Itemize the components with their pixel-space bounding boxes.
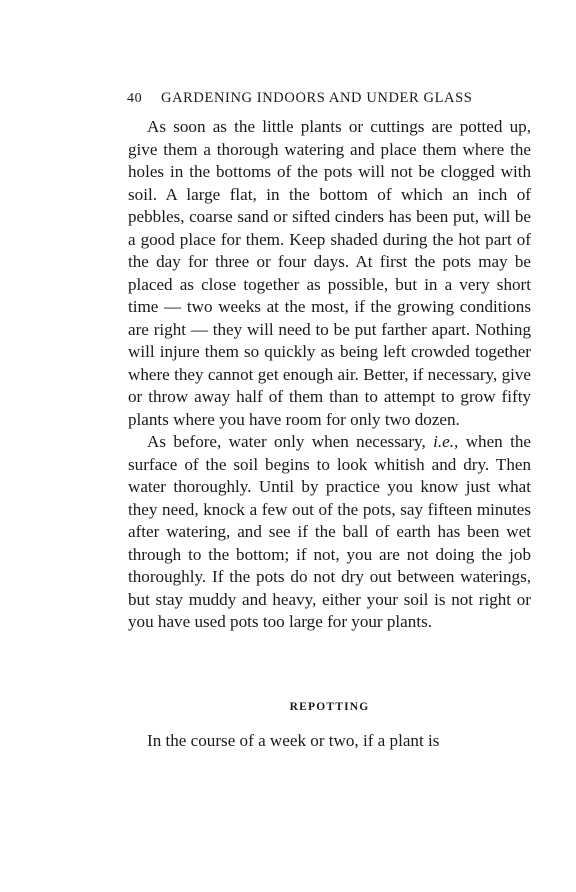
section-heading: REPOTTING — [289, 701, 370, 713]
section-body — [128, 730, 531, 753]
paragraph-potting: As soon as the little plants or cuttings are potted up, give them a thorough watering and place them where the holes in the bottoms of the pots will not be clogged with soil. A large flat, in the bottom of which an inch of pebbles, coarse sand or sifted cinders has been put, will be a good place for them. Keep shaded during the hot part of the day for three or four days. At first the pots may be placed as close together as possible, but in a very short time — two weeks at the most, if the growing conditions are right — they will need to be put farther apart. Nothing will injure them so quickly as being left crowded together where they cannot get enough air. Better, if necessary, give or throw away half of them than to attempt to grow fifty plants where you have room for only two dozen. — [128, 117, 531, 429]
body-text — [128, 116, 531, 634]
page-number: 40 — [127, 91, 143, 106]
paragraph-watering: As before, water only when necessary, i.e., when the surface of the soil begins to look whitish and dry. Then water thoroughly. Until by practice you know just what they need, knock a few out of the pots, say fifteen minutes after watering, and see if the ball of earth has been wet through to the bottom; if not, you are not doing the job thoroughly. If the pots do not dry out between waterings, but stay muddy and heavy, either your soil is not right or you have used pots too large for your plants. — [128, 432, 531, 631]
running-title: GARDENING INDOORS AND UNDER GLASS — [161, 90, 473, 106]
paragraph-repotting: In the course of a week or two, if a plant is — [147, 731, 440, 750]
italic-abbreviation: i.e., — [433, 432, 459, 451]
running-head — [127, 87, 537, 109]
